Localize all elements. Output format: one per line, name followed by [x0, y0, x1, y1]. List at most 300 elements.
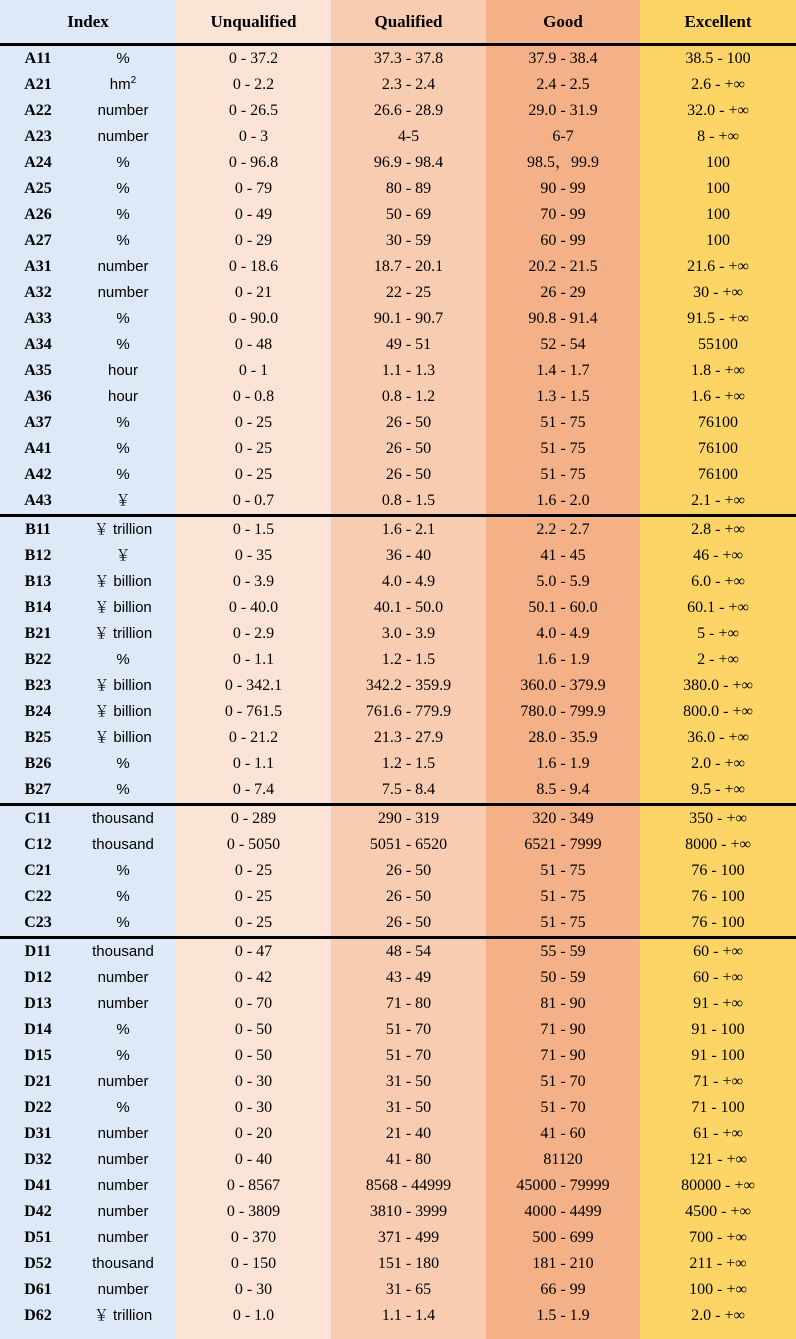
table-row [0, 384, 796, 410]
table-row [0, 884, 796, 910]
index-code: A33 [24, 310, 52, 327]
unit-cell [70, 462, 176, 488]
index-code: B23 [24, 677, 52, 694]
unit-cell [70, 410, 176, 436]
qualified-range: 51 - 70 [385, 1047, 432, 1064]
good-range: 66 - 99 [540, 1281, 586, 1298]
table-row [0, 150, 796, 176]
qualified-range: 48 - 54 [331, 938, 486, 966]
qualified-range: 31 - 50 [385, 1099, 432, 1116]
table-row [0, 965, 796, 991]
excellent-range: 2.1 - +∞ [691, 492, 745, 509]
index-code: D51 [24, 1229, 52, 1246]
index-code: A35 [24, 362, 52, 379]
table-row [0, 462, 796, 488]
unqualified-range: 0 - 21 [234, 284, 273, 301]
table-row [0, 595, 796, 621]
unqualified-range: 0 - 35 [234, 547, 273, 564]
qualified-range: 51 - 70 [385, 1021, 432, 1038]
index-code: D61 [24, 1281, 52, 1298]
qualified-range: 1.2 - 1.5 [381, 755, 436, 772]
excellent-range: 9.5 - +∞ [691, 781, 745, 798]
unit-label: ￥ trillion [93, 521, 153, 538]
qualified-range: 49 - 51 [385, 336, 432, 353]
excellent-range: 76100 [698, 414, 739, 431]
header-unqualified: Unqualified [176, 0, 331, 45]
good-range: 1.4 - 1.7 [536, 362, 590, 379]
table-row [0, 72, 796, 98]
excellent-range: 100 - +∞ [689, 1281, 747, 1298]
good-range: 51 - 70 [540, 1073, 586, 1090]
unit-cell [70, 254, 176, 280]
qualified-range: 31 - 50 [385, 1073, 432, 1090]
unqualified-range: 0 - 49 [234, 206, 273, 223]
unqualified-range: 0 - 50 [234, 1021, 273, 1038]
index-code: A36 [24, 388, 52, 405]
unqualified-range: 0 - 25 [234, 888, 273, 905]
excellent-range: 100 [706, 206, 731, 223]
excellent-range: 76100 [698, 466, 739, 483]
table-row [0, 124, 796, 150]
index-code: A34 [24, 336, 52, 353]
table-row [0, 1147, 796, 1173]
unqualified-range: 0 - 0.8 [232, 388, 275, 405]
unit-label: % [116, 440, 130, 457]
unit-label: thousand [92, 836, 154, 853]
unit-cell [70, 1043, 176, 1069]
good-range: 52 - 54 [540, 336, 586, 353]
index-code: A37 [24, 414, 52, 431]
qualified-range: 18.7 - 20.1 [373, 258, 444, 275]
index-code: A27 [24, 232, 52, 249]
table-row [0, 699, 796, 725]
unit-label: ￥ billion [94, 729, 152, 746]
table-row [0, 280, 796, 306]
unit-label: number [97, 128, 149, 145]
table-row [0, 1251, 796, 1277]
qualified-range: 7.5 - 8.4 [381, 781, 436, 798]
unqualified-range: 0 - 2.9 [232, 625, 275, 642]
unqualified-range: 0 - 25 [234, 914, 273, 931]
index-code: A42 [24, 466, 52, 483]
good-range: 55 - 59 [486, 938, 640, 966]
unit-cell [70, 621, 176, 647]
qualified-range: 96.9 - 98.4 [373, 154, 444, 171]
table-body [0, 45, 796, 1330]
index-code: A26 [24, 206, 52, 223]
index-code: D13 [24, 995, 52, 1012]
table-row [0, 725, 796, 751]
index-code: A31 [24, 258, 52, 275]
unit-label: number [97, 258, 149, 275]
qualified-range: 90.1 - 90.7 [373, 310, 444, 327]
unqualified-range: 0 - 1 [238, 362, 269, 379]
unit-cell [70, 1251, 176, 1277]
qualified-range: 151 - 180 [377, 1255, 440, 1272]
unit-label: hour [107, 362, 139, 379]
index-code: A32 [24, 284, 52, 301]
qualified-range: 761.6 - 779.9 [365, 703, 452, 720]
excellent-range: 2.0 - +∞ [691, 755, 745, 772]
good-range: 1.6 - 1.9 [536, 755, 590, 772]
qualified-range: 43 - 49 [385, 969, 432, 986]
header-row [0, 0, 796, 45]
unit-cell [70, 202, 176, 228]
unit-label: % [116, 154, 130, 171]
qualified-range: 26.6 - 28.9 [373, 102, 444, 119]
excellent-range: 91 - +∞ [693, 995, 743, 1012]
excellent-range: 91.5 - +∞ [687, 310, 749, 327]
good-range: 2.4 - 2.5 [536, 76, 590, 93]
good-range: 780.0 - 799.9 [520, 703, 606, 720]
unqualified-range: 0 - 1.1 [232, 755, 275, 772]
unit-label: hm [109, 76, 131, 93]
good-range: 2.2 - 2.7 [486, 516, 640, 544]
unqualified-range: 0 - 18.6 [228, 258, 279, 275]
good-range: 90.8 - 91.4 [528, 310, 598, 327]
table-row [0, 673, 796, 699]
index-code: C11 [0, 805, 70, 833]
table-row [0, 647, 796, 673]
unit-cell [70, 280, 176, 306]
unit-label: % [116, 651, 130, 668]
unit-label: thousand [92, 810, 154, 827]
unit-label: % [116, 1099, 130, 1116]
excellent-range: 1.6 - +∞ [691, 388, 745, 405]
qualified-range: 371 - 499 [377, 1229, 440, 1246]
unqualified-range: 0 - 0.7 [232, 492, 275, 509]
index-code: B24 [24, 703, 52, 720]
good-range: 500 - 699 [532, 1229, 594, 1246]
index-code: D22 [24, 1099, 52, 1116]
header-qualified: Qualified [331, 0, 486, 45]
good-range: 181 - 210 [532, 1255, 594, 1272]
qualified-range: 21 - 40 [385, 1125, 432, 1142]
unqualified-range: 0 - 40 [234, 1151, 273, 1168]
unit-cell [70, 751, 176, 777]
unit-label: number [97, 995, 149, 1012]
index-code: D12 [24, 969, 52, 986]
index-code: D52 [24, 1255, 52, 1272]
excellent-range: 60.1 - +∞ [687, 599, 749, 616]
excellent-range: 6.0 - +∞ [691, 573, 745, 590]
excellent-range: 91 - 100 [691, 1021, 745, 1038]
excellent-range: 8 - +∞ [697, 128, 739, 145]
unit-label: % [116, 206, 130, 223]
excellent-range: 80000 - +∞ [681, 1177, 755, 1194]
good-range: 51 - 75 [540, 414, 586, 431]
unqualified-range: 0 - 42 [234, 969, 273, 986]
good-range: 45000 - 79999 [516, 1177, 610, 1194]
good-range: 81 - 90 [540, 995, 586, 1012]
unqualified-range: 0 - 8567 [226, 1177, 281, 1194]
unit-cell [70, 124, 176, 150]
unit-label: % [116, 862, 130, 879]
unit-cell [70, 332, 176, 358]
table-row [0, 938, 796, 966]
unit-cell [70, 1173, 176, 1199]
good-range: 60 - 99 [540, 232, 586, 249]
excellent-range: 46 - +∞ [693, 547, 743, 564]
index-code: D15 [24, 1047, 52, 1064]
table-row [0, 436, 796, 462]
unqualified-range: 0 - 40.0 [228, 599, 279, 616]
good-range: 98.5，99.9 [527, 154, 600, 171]
good-range: 20.2 - 21.5 [528, 258, 598, 275]
unit-cell [70, 72, 176, 98]
unqualified-range: 0 - 1.0 [232, 1307, 275, 1324]
unit-label: % [116, 466, 130, 483]
excellent-range: 100 [706, 154, 731, 171]
unit-label: % [116, 888, 130, 905]
good-range: 51 - 75 [540, 466, 586, 483]
excellent-range: 2.8 - +∞ [640, 516, 796, 544]
table-row [0, 1303, 796, 1329]
table-row [0, 751, 796, 777]
index-code: D31 [24, 1125, 52, 1142]
unit-cell [70, 45, 176, 73]
good-range: 90 - 99 [540, 180, 586, 197]
unit-cell [70, 1095, 176, 1121]
excellent-range: 800.0 - +∞ [683, 703, 753, 720]
table-row [0, 1121, 796, 1147]
unqualified-range: 0 - 30 [234, 1281, 273, 1298]
good-range: 51 - 75 [540, 914, 586, 931]
unit-cell [70, 884, 176, 910]
unit-label: number [97, 1203, 149, 1220]
excellent-range: 60 - +∞ [693, 969, 743, 986]
good-range: 8.5 - 9.4 [536, 781, 590, 798]
good-range: 29.0 - 31.9 [528, 102, 598, 119]
table-row [0, 228, 796, 254]
good-range: 41 - 45 [540, 547, 586, 564]
unit-cell [70, 1277, 176, 1303]
table-row [0, 777, 796, 805]
unqualified-range: 0 - 47 [176, 938, 331, 966]
index-code: B26 [24, 755, 52, 772]
table-row [0, 805, 796, 833]
excellent-range: 76100 [698, 440, 739, 457]
qualified-range: 26 - 50 [385, 914, 432, 931]
good-range: 6-7 [552, 128, 574, 145]
unit-cell [70, 1147, 176, 1173]
unit-label: % [116, 1047, 130, 1064]
good-range: 70 - 99 [540, 206, 586, 223]
qualified-range: 8568 - 44999 [365, 1177, 452, 1194]
unqualified-range: 0 - 1.1 [232, 651, 275, 668]
unqualified-range: 0 - 79 [234, 180, 273, 197]
unit-cell [70, 647, 176, 673]
excellent-range: 32.0 - +∞ [687, 102, 749, 119]
unqualified-range: 0 - 25 [234, 466, 273, 483]
index-code: A11 [24, 50, 52, 67]
good-range: 51 - 70 [540, 1099, 586, 1116]
unit-label: ￥ trillion [93, 1307, 153, 1324]
excellent-range: 380.0 - +∞ [683, 677, 753, 694]
unit-cell [70, 1303, 176, 1329]
qualified-range: 342.2 - 359.9 [365, 677, 452, 694]
unit-label: % [116, 336, 130, 353]
table-row [0, 488, 796, 516]
unit-cell [70, 1069, 176, 1095]
excellent-range: 2.6 - +∞ [691, 76, 745, 93]
unit-label: ￥ billion [94, 703, 152, 720]
qualified-range: 30 - 59 [385, 232, 432, 249]
unit-label: ￥ [115, 492, 131, 509]
excellent-range: 55100 [698, 336, 739, 353]
qualified-range: 21.3 - 27.9 [373, 729, 444, 746]
unit-label: % [116, 414, 130, 431]
table-row [0, 832, 796, 858]
unqualified-range: 0 - 25 [234, 414, 273, 431]
index-code: A24 [24, 154, 52, 171]
unqualified-range: 0 - 48 [234, 336, 273, 353]
qualified-range: 290 - 319 [331, 805, 486, 833]
unit-cell [70, 176, 176, 202]
unit-cell [70, 98, 176, 124]
unit-cell [70, 1199, 176, 1225]
header-index: Index [0, 0, 176, 45]
excellent-range: 700 - +∞ [689, 1229, 747, 1246]
unit-label: number [97, 1229, 149, 1246]
good-range: 37.9 - 38.4 [528, 50, 598, 67]
excellent-range: 121 - +∞ [689, 1151, 747, 1168]
qualified-range: 26 - 50 [385, 414, 432, 431]
table-row [0, 306, 796, 332]
index-code: D21 [24, 1073, 52, 1090]
qualified-range: 4-5 [397, 128, 420, 145]
unqualified-range: 0 - 96.8 [228, 154, 279, 171]
table-row [0, 516, 796, 544]
unit-label: thousand [92, 1255, 154, 1272]
index-code: C22 [24, 888, 52, 905]
excellent-range: 36.0 - +∞ [687, 729, 749, 746]
table-row [0, 1225, 796, 1251]
unit-label: number [97, 1125, 149, 1142]
good-range: 4.0 - 4.9 [536, 625, 590, 642]
index-code: D14 [24, 1021, 52, 1038]
excellent-range: 100 [706, 180, 731, 197]
qualified-range: 1.1 - 1.3 [381, 362, 436, 379]
table-row [0, 1095, 796, 1121]
unqualified-range: 0 - 289 [176, 805, 331, 833]
unit-label: number [97, 102, 149, 119]
qualified-range: 5051 - 6520 [369, 836, 448, 853]
unqualified-range: 0 - 26.5 [228, 102, 279, 119]
good-range: 51 - 75 [540, 440, 586, 457]
table-row [0, 254, 796, 280]
unqualified-range: 0 - 3809 [226, 1203, 281, 1220]
good-range: 51 - 75 [540, 862, 586, 879]
unqualified-range: 0 - 3.9 [232, 573, 275, 590]
good-range: 5.0 - 5.9 [536, 573, 590, 590]
good-range: 1.6 - 1.9 [536, 651, 590, 668]
qualified-range: 71 - 80 [385, 995, 432, 1012]
unqualified-range: 0 - 7.4 [232, 781, 275, 798]
unqualified-range: 0 - 37.2 [228, 50, 279, 67]
unit-cell [70, 805, 176, 833]
excellent-range: 30 - +∞ [693, 284, 743, 301]
qualified-range: 1.6 - 2.1 [331, 516, 486, 544]
qualified-range: 26 - 50 [385, 888, 432, 905]
unit-label: number [97, 1151, 149, 1168]
good-range: 41 - 60 [540, 1125, 586, 1142]
unit-cell [70, 1225, 176, 1251]
table-row [0, 202, 796, 228]
excellent-range: 60 - +∞ [640, 938, 796, 966]
unit-cell [70, 436, 176, 462]
unqualified-range: 0 - 370 [230, 1229, 277, 1246]
unit-label: % [116, 755, 130, 772]
excellent-range: 4500 - +∞ [685, 1203, 751, 1220]
index-code: A22 [24, 102, 52, 119]
index-code: D62 [24, 1307, 52, 1324]
good-range: 320 - 349 [486, 805, 640, 833]
qualified-range: 0.8 - 1.2 [381, 388, 436, 405]
good-range: 1.5 - 1.9 [536, 1307, 590, 1324]
excellent-range: 100 [706, 232, 731, 249]
unit-cell [70, 543, 176, 569]
qualified-range: 26 - 50 [385, 440, 432, 457]
unit-cell [70, 228, 176, 254]
unit-label: ￥ trillion [93, 625, 153, 642]
header-good: Good [486, 0, 640, 45]
excellent-range: 8000 - +∞ [685, 836, 751, 853]
unqualified-range: 0 - 3 [238, 128, 269, 145]
index-code: D11 [0, 938, 70, 966]
table-row [0, 332, 796, 358]
index-code: A23 [24, 128, 52, 145]
table-row [0, 543, 796, 569]
unqualified-range: 0 - 150 [230, 1255, 277, 1272]
unqualified-range: 0 - 5050 [226, 836, 281, 853]
qualified-range: 1.2 - 1.5 [381, 651, 436, 668]
qualified-range: 37.3 - 37.8 [373, 50, 444, 67]
unit-cell [70, 569, 176, 595]
excellent-range: 76 - 100 [691, 914, 745, 931]
good-range: 1.6 - 2.0 [536, 492, 590, 509]
unqualified-range: 0 - 90.0 [228, 310, 279, 327]
good-range: 50.1 - 60.0 [528, 599, 598, 616]
table-row [0, 858, 796, 884]
qualified-range: 41 - 80 [385, 1151, 432, 1168]
unit-label: ￥ billion [94, 599, 152, 616]
excellent-range: 350 - +∞ [640, 805, 796, 833]
table-row [0, 569, 796, 595]
qualified-range: 4.0 - 4.9 [381, 573, 436, 590]
unit-cell [70, 910, 176, 938]
unqualified-range: 0 - 21.2 [228, 729, 279, 746]
qualified-range: 0.8 - 1.5 [381, 492, 436, 509]
unit-label: ￥ billion [94, 677, 152, 694]
unqualified-range: 0 - 25 [234, 440, 273, 457]
index-code: A41 [24, 440, 52, 457]
good-range: 4000 - 4499 [524, 1203, 602, 1220]
index-code: B25 [24, 729, 52, 746]
unqualified-range: 0 - 70 [234, 995, 273, 1012]
qualified-range: 22 - 25 [385, 284, 432, 301]
excellent-range: 5 - +∞ [697, 625, 739, 642]
unqualified-range: 0 - 342.1 [224, 677, 283, 694]
unit-cell [70, 488, 176, 516]
table-row [0, 910, 796, 938]
unit-cell [70, 1121, 176, 1147]
unqualified-range: 0 - 20 [234, 1125, 273, 1142]
good-range: 360.0 - 379.9 [520, 677, 606, 694]
good-range: 51 - 75 [540, 888, 586, 905]
unit-cell [70, 858, 176, 884]
unit-label: hour [107, 388, 139, 405]
